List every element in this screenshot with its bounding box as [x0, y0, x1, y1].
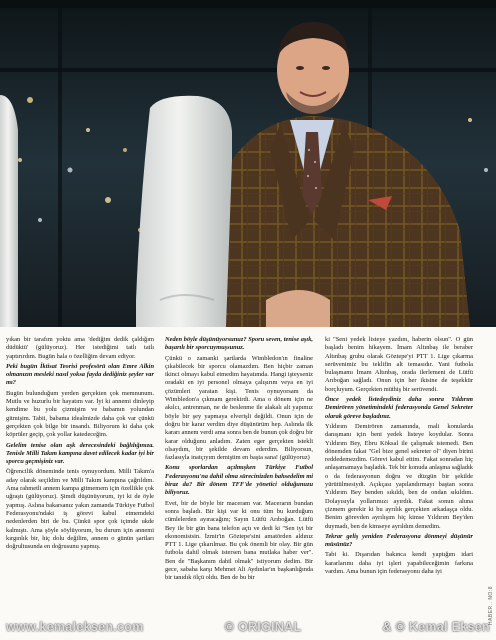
- article-column-3: [325, 336, 473, 578]
- page-side-label: HABER.. NO:8: [488, 586, 494, 626]
- watermark-copyright: & © Kemal Eksen: [382, 620, 490, 634]
- interview-question: Konu sporlardan açılmışken Türkiye Futbol Federasyonu'na dahil olma sürecinizden bahsedelim mi biraz da? Bir dönem TFF'de yönetici olduğunuzu biliyoruz.: [165, 464, 313, 497]
- interview-question: Neden böyle düşünüyorsunuz? Sporu seven, tenise aşık, başarılı bir sporcuymuşsunuz.: [165, 336, 313, 352]
- paragraph: Bugün bulunduğum yerden gerçekten çok memnunum. Mutlu ve huzurlu bir hayatım var. İyi ki annemi dinleyip kendime bu yolu çizmişim ve babamın yolundan gitmişim. Tabii, babama idealmizde daha çok var çünkü gerçekten çok bilge bir insandı. Biliyorum ki daha çok köprüler geçip, çok yollar katedeceğim.: [6, 389, 154, 439]
- article-column-1: [6, 336, 154, 553]
- interview-question: Önce yedek listedeydiniz daha sonra Yıldırım Demirören yönetimindeki federasyonda Genel Sekreter olarak göreve başladınız.: [325, 396, 473, 420]
- article-column-2: [165, 336, 313, 585]
- paragraph: ki "Seni yedek listeye yazdım, haberin olsun". O gün başladı benim hikayem. İmam Altınbaş ile beraber Altınbaş grubu olarak Göztepe'yi PTT 1. Lige çıkarma serüvenimiz bu teklifin alt temasıdır. Yani futbola bulaşmamı İmam Altınbaş, orada ilerlemeni de Lütfü Arıboğan sağladı. Onun için her ikisine de teşekkür borçluyum. Gerçekten müthiş bir serüvendi.: [325, 336, 473, 393]
- paragraph: Çünkü o zamanki şartlarda Wimbledon'ın finaline çıkabilecek bir sporcu olamazdım. Ben hiçbir zaman ikinci olmayı kabul etmedim hayatımda. Hangi işteyseniz oradaki en iyi personel olmaya çalışırım veya en iyi çözümleri yaratan kişi. Tenis oynuyorsam da Wimbledon'a çıkmam gerekirdi. Ama o dönem için ne akılcı, antrenman, ne de beslenme ile alakalı alt yapımız böyle bir şey yapmaya elverişli değildi. Onun için de doğru bir karar verdim diye düşünürüm hep. Aslında ilk kararı annem verdi ama sonra ben de bunun çok doğru bir karar olduğunu anladım. Zaten eger gerçekten istekli olsaydım, bir şekilde devam ederdim. Biliyorsun, fazlasıyla inatçıyım demiştim en başta sana! (gülüyoruz): [165, 354, 313, 462]
- watermark-original: © ORIGINAL: [224, 620, 302, 634]
- paragraph: yıkan bir tarafım yoktu ama 'dediğim dedik çaldığım düdüktü' (gülüyoruz). Her istediğimi tatlı tatlı yaptırırdım. Bugün hala o özelliğim devam ediyor.: [6, 336, 154, 360]
- interview-question: Gelelim tenise olan aşk derecesindeki bağlılığınıza. Tenisle Milli Takım kampına davet edilecek kadar iyi bir sporcu geçmişiniz var.: [6, 441, 154, 466]
- paragraph: Tabi ki. Dışarıdan bakınca kendi yaptığım idari kararlarımı daha iyi işleri yapabileceğimin farkına vardım. Ama bunun için federasyonu daha iyi: [325, 551, 473, 576]
- interview-question: Tekrar geliş yeniden Federasyona dönmeyi düşünür müsünüz?: [325, 532, 473, 549]
- watermark-url: www.kemaleksen.com: [6, 620, 144, 634]
- interview-question: Peki bugün İktisat Teorisi profesörü olan Emre Alkin olmanızın mesleki nasıl yoksa fayda dediğiniz şeyler var mı?: [6, 362, 154, 387]
- watermark: [0, 618, 496, 636]
- paragraph: Evet, bir de böyle bir maceram var. Macerarın bundan sonra başladı. Bir kişi var ki onu tüm bu kurduğum cümlelerden ayıracağım; Sayın Lütfü Arıboğan. Lütfü Bey ile bir gün bana telefon açtı ve dedi ki "Sen iyi bir ekonomistsin. İzmir'in Göztepe'sini amatörden aldınız PTT 1. Lige çıkarılmaz. Bu çok önemli bir olay. Bir gün futbola dahil olmak istersen bana mutlaka haber ver". Ben de "Başkanım dahil olmak" istiyorum dedim. Bir gece, sabaha karşı Mehmet Ali Aydınlar'ın başkanlığında bir tanıdık ölçü oldu. Ben de bu bir: [165, 499, 313, 582]
- paragraph: Yıldırım Demirören zamanında, mali konularda danışmanı için beni yedek listeye koydular. Sonra Yıldırım Bey, Ebru Köksal ile çalışmak istemedi. Ben dönemden fakat "Gel bize genel sekreter ol" diyen birini reddedemezdim. Görevi kabul ettim. Fakat sonradan hiç anlaşamamaya başladık. Tek bir konuda anlaşma sağladık o da federasyonun doğru ve düzgün bir şekilde yürütülmesiydi. Açıkçası yapılandırmayı baştan sonra Yıldırım Bey benden sıkıldı, ben de ondan sıkıldım. Dolayısıyla yollarımızı ayırdık. Fakat sonun aluna çizmem gerekir ki bu ayrılık gerçekten arkadaşça oldu. Benim görevden ayrılışım hiç kimse Yıldırım Bey'den duymadı, ben de kimseye ayrıldım demedim.: [325, 422, 473, 530]
- paragraph: Öğrencilik döneminde tenis oynuyordum. Milli Takım'a aday olarak seçildim ve Milli Takım kampına çağrıldım. Ama rahmetli annem kampa gitmemem için özellikle çok uğraştı (gülüyoruz). Şimdi düşünüyorum, iyi ki de öyle yapmış. Aslına bakarsanız yakın zamanda Türkiye Futbol Federasyonu'ndaki iş görevi kabul etmemdeki nedenlerden biri de bu. Çünkü spor çok içimde ukde kalmıştı. Ama şöyle söylüyorum, bu durum için annemi kırgınlık bir, hiç dolu değilim, annem o günün şartları doğrultusunda en doğrusunu yapmış.: [6, 468, 154, 551]
